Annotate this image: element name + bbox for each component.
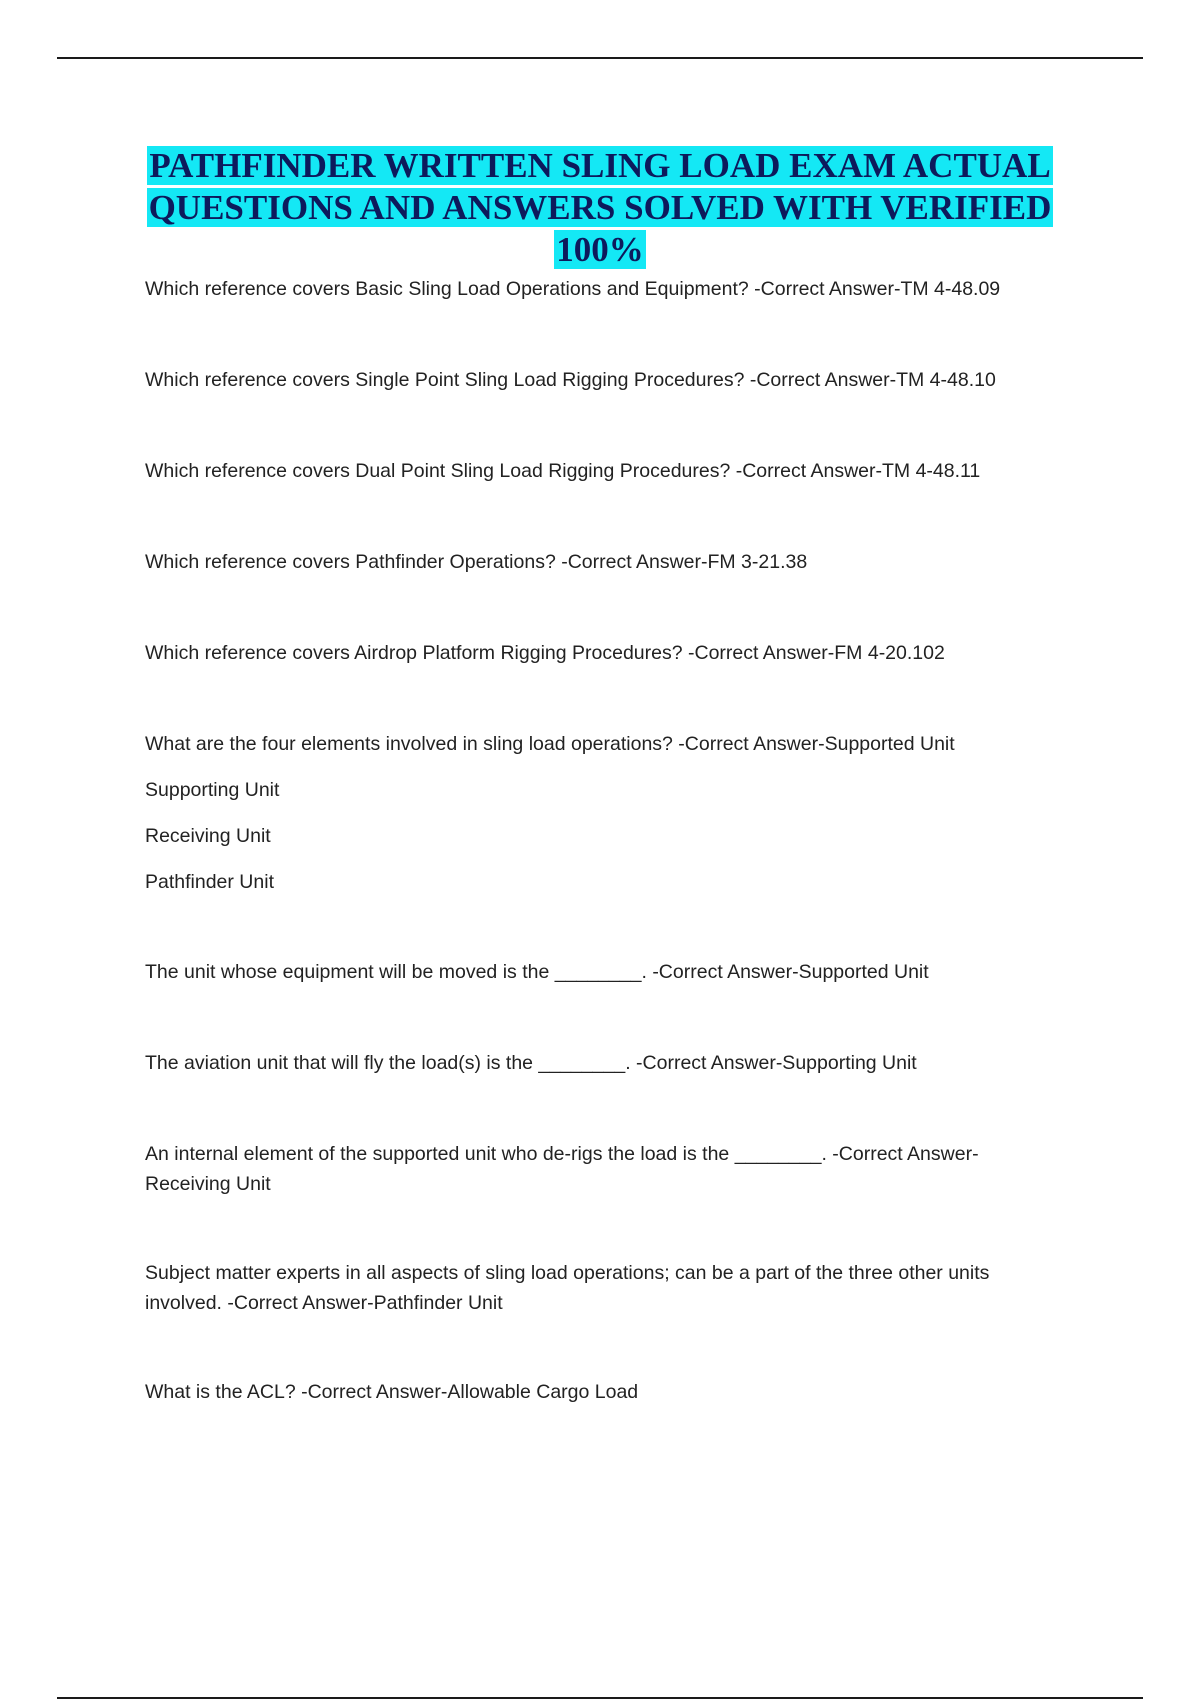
qa-item-5: Which reference covers Airdrop Platform Rigging Procedures? -Correct Answer-FM 4-20.102 xyxy=(145,642,945,664)
qa-item-6-extra-2: Receiving Unit xyxy=(145,825,271,847)
qa-item-3: Which reference covers Dual Point Sling Load Rigging Procedures? -Correct Answer-TM 4-48.11 xyxy=(145,460,981,482)
qa-item-6-text: What are the four elements involved in sling load operations? -Correct Answer-Supported Unit xyxy=(145,733,955,755)
qa-item-6-extra-3: Pathfinder Unit xyxy=(145,871,274,893)
qa-item-6-extra-1: Supporting Unit xyxy=(145,779,280,801)
qa-item-11: What is the ACL? -Correct Answer-Allowable Cargo Load xyxy=(145,1381,639,1403)
qa-item-7: The unit whose equipment will be moved is the ________. -Correct Answer-Supported Unit xyxy=(145,961,929,983)
qa-item-10: Subject matter experts in all aspects of sling load operations; can be a part of the three other units involved. -Correct Answer-Pathfinder Unit xyxy=(145,1262,990,1314)
qa-item-8: The aviation unit that will fly the load(s) is the ________. -Correct Answer-Supporting Unit xyxy=(145,1052,917,1074)
bottom-rule xyxy=(57,1697,1143,1699)
document-title xyxy=(100,145,1100,271)
qa-item-6 xyxy=(145,729,1045,897)
qa-item-2: Which reference covers Single Point Sling Load Rigging Procedures? -Correct Answer-TM 4-48.10 xyxy=(145,369,996,391)
qa-item-9: An internal element of the supported unit who de-rigs the load is the ________. -Correct Answer-Receiving Unit xyxy=(145,1143,979,1195)
qa-item-4: Which reference covers Pathfinder Operations? -Correct Answer-FM 3-21.38 xyxy=(145,551,808,573)
qa-item-1: Which reference covers Basic Sling Load Operations and Equipment? -Correct Answer-TM 4-48.09 xyxy=(145,278,1001,300)
title-highlight: PATHFINDER WRITTEN SLING LOAD EXAM ACTUAL QUESTIONS AND ANSWERS SOLVED WITH VERIFIED 100% xyxy=(148,146,1052,269)
top-rule xyxy=(57,57,1143,59)
